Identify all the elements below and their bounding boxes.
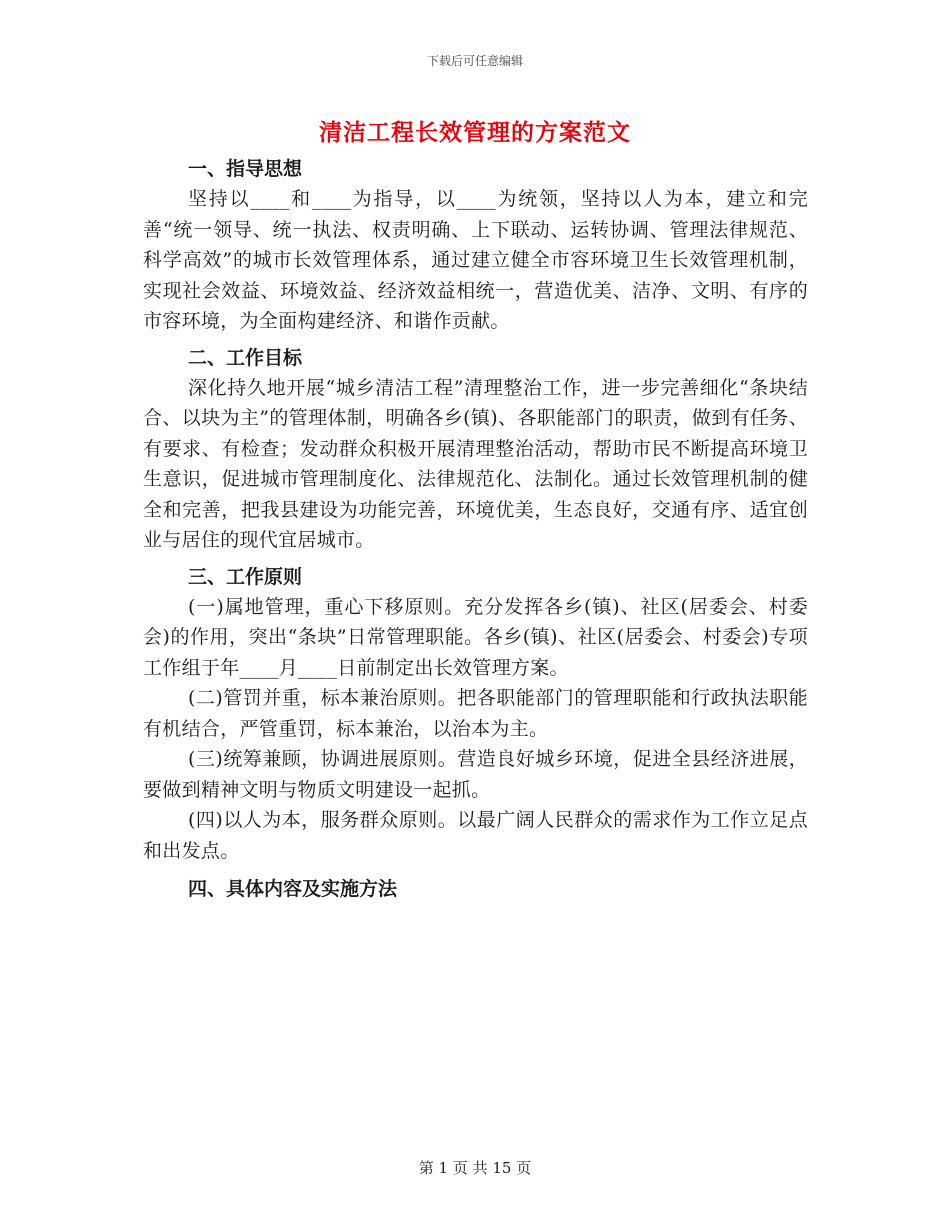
section-heading-3: 三、工作原则 <box>188 565 303 588</box>
paragraph: (三)统筹兼顾，协调进展原则。营造良好城乡环境，促进全县经济进展，要做到精神文明与物质文明建设一起抓。 <box>143 748 808 801</box>
section-heading-4: 四、具体内容及实施方法 <box>188 878 398 900</box>
page-title: 清洁工程长效管理的方案范文 <box>319 119 631 146</box>
paragraph: (二)管罚并重，标本兼治原则。把各职能部门的管理职能和行政执法职能有机结合，严管重罚，标本兼治，以治本为主。 <box>143 687 808 740</box>
paragraph: 深化持久地开展“城乡清洁工程”清理整治工作，进一步完善细化“条块结合、以块为主”的管理体制，明确各乡(镇)、各职能部门的职责，做到有任务、有要求、有检查；发动群众积极开展清理整治活动，帮助市民不断提高环境卫生意识，促进城市管理制度化、法律规范化、法制化。通过长效管理机制的健全和完善，把我县建设为功能完善，环境优美，生态良好，交通有序、适宜创业与居住的现代宜居城市。 <box>143 376 808 551</box>
header-note: 下载后可任意编辑 <box>426 54 523 68</box>
section-heading-2: 二、工作目标 <box>188 346 303 369</box>
page-footer: 第 1 页 共 15 页 <box>418 1159 532 1177</box>
paragraph: (四)以人为本，服务群众原则。以最广阔人民群众的需求作为工作立足点和出发点。 <box>143 809 808 862</box>
section-heading-1: 一、指导思想 <box>188 158 303 180</box>
paragraph: (一)属地管理，重心下移原则。充分发挥各乡(镇)、社区(居委会、村委会)的作用，突出“条块”日常管理职能。各乡(镇)、社区(居委会、村委会)专项工作组于年____月____日前制定出长效管理方案。 <box>143 595 808 679</box>
paragraph: 坚持以____和____为指导，以____为统领，坚持以人为本，建立和完善“统一领导、统一执法、权责明确、上下联动、运转协调、管理法律规范、科学高效”的城市长效管理体系，通过建立健全市容环境卫生长效管理机制，实现社会效益、环境效益、经济效益相统一，营造优美、洁净、文明、有序的市容环境，为全面构建经济、和谐作贡献。 <box>143 188 808 332</box>
document-body <box>143 150 808 904</box>
